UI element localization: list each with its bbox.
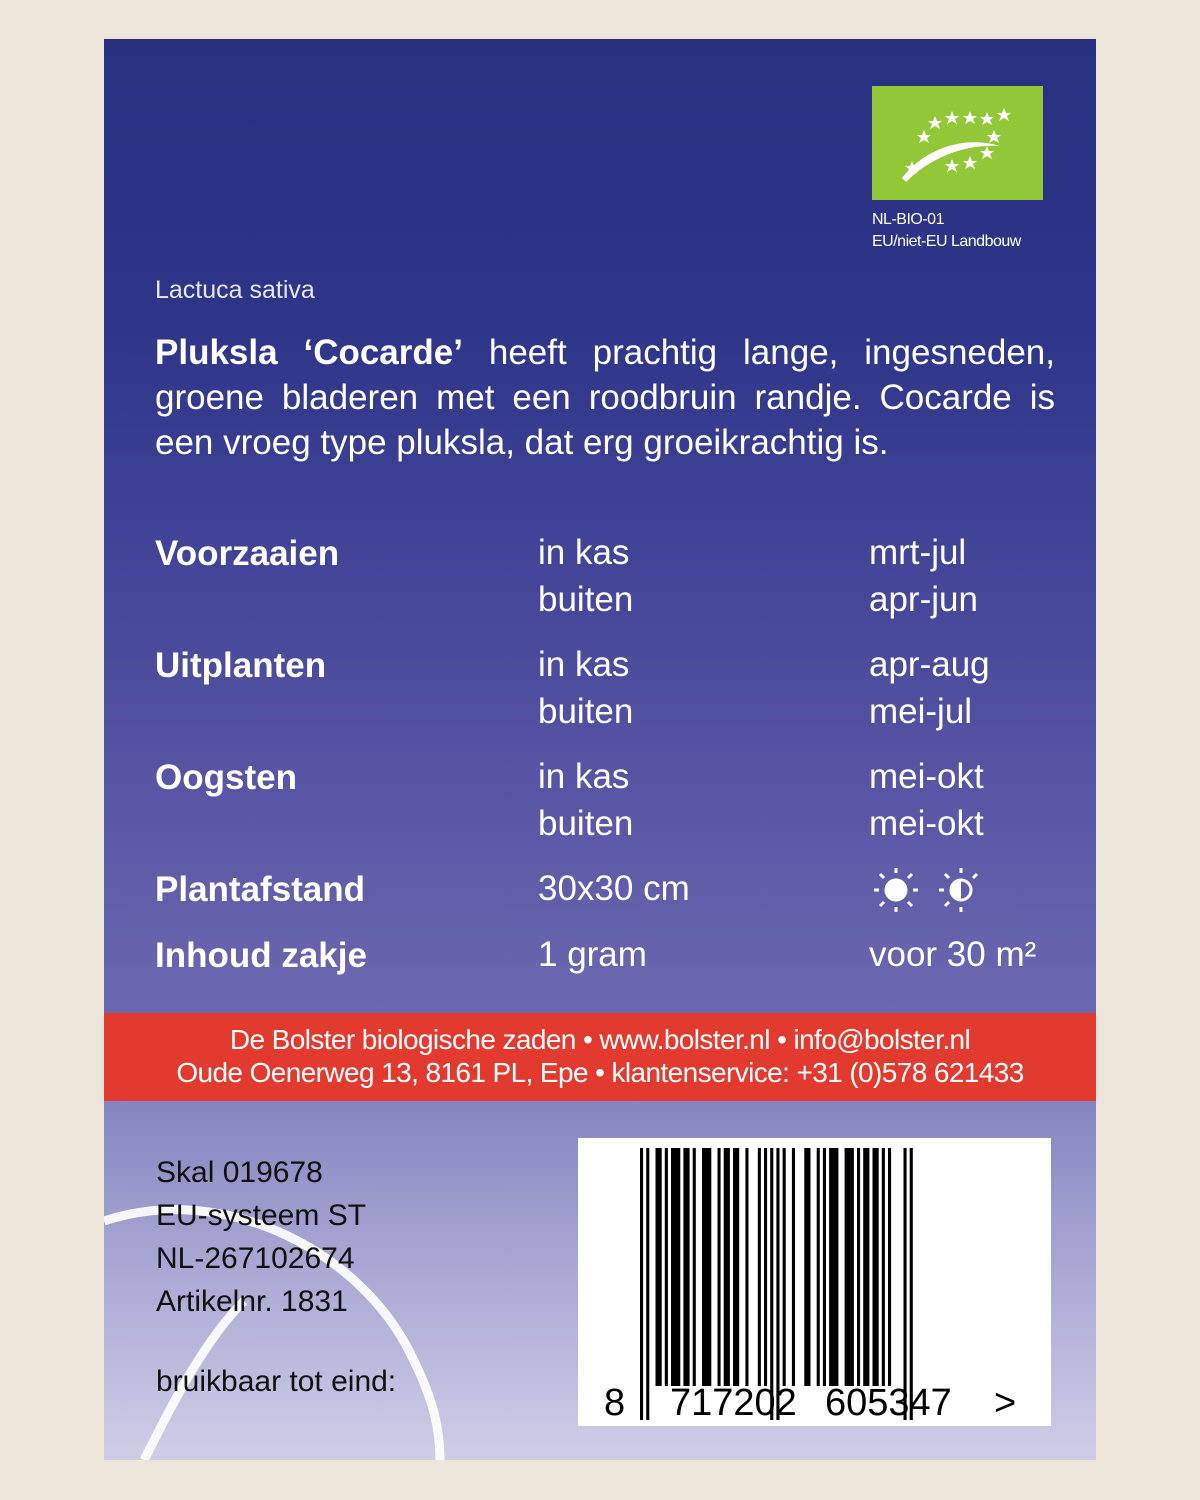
barcode — [578, 1138, 1051, 1426]
half-shade-icon — [939, 868, 977, 912]
light-icons — [869, 865, 999, 925]
barcode-bar — [724, 1148, 730, 1386]
content-label: Inhoud zakje — [155, 936, 367, 975]
barcode-bar — [646, 1148, 649, 1420]
barcode-bar — [857, 1148, 860, 1386]
schedule-period: mrt-jul — [869, 533, 967, 572]
schedule-voorzaaien — [155, 529, 1055, 619]
schedule-place: in kas — [538, 533, 630, 572]
barcode-bar — [770, 1148, 773, 1420]
registration-line: EU-systeem ST — [156, 1199, 367, 1232]
barcode-bar — [888, 1148, 891, 1386]
barcode-bar — [745, 1148, 748, 1386]
barcode-bar — [671, 1148, 680, 1386]
content-area: voor 30 m² — [869, 935, 1037, 974]
barcode-bar — [758, 1148, 761, 1386]
spacing-row — [155, 865, 1055, 915]
registration-line: NL-267102674 — [156, 1242, 355, 1275]
latin-name: Lactuca sativa — [155, 276, 315, 304]
spacing-value: 30x30 cm — [538, 869, 690, 908]
schedule-period: mei-okt — [869, 804, 984, 843]
schedule-place: buiten — [538, 692, 634, 731]
expiry-label: bruikbaar tot eind: — [156, 1365, 397, 1398]
schedule-period: mei-okt — [869, 757, 984, 796]
certification-code: NL-BIO-01 — [872, 211, 944, 228]
schedule-uitplanten — [155, 641, 1055, 731]
product-name: Pluksla ‘Cocarde’ — [155, 333, 463, 372]
barcode-bar — [792, 1148, 795, 1386]
barcode-bar — [640, 1148, 643, 1420]
content-value: 1 gram — [538, 935, 647, 974]
barcode-bar — [823, 1148, 826, 1386]
schedule-place: buiten — [538, 580, 634, 619]
barcode-bar — [733, 1148, 739, 1386]
certification-origin: EU/niet-EU Landbouw — [872, 233, 1021, 250]
schedule-place: buiten — [538, 804, 634, 843]
barcode-bar — [683, 1148, 689, 1386]
barcode-bar — [656, 1148, 662, 1386]
spacing-label: Plantafstand — [155, 870, 366, 909]
registration-panel — [104, 1101, 1096, 1460]
schedule-label: Uitplanten — [155, 646, 327, 685]
barcode-bar — [783, 1148, 786, 1386]
seed-packet-back — [104, 39, 1096, 1460]
schedule-places — [538, 529, 633, 623]
barcode-bar — [702, 1148, 711, 1386]
company-address: Oude Oenerweg 13, 8161 PL, Epe • klantenservice: +31 (0)578 621433 — [176, 1057, 1024, 1088]
barcode-bar — [776, 1148, 779, 1420]
barcode-left-group: 717202 — [670, 1382, 797, 1424]
barcode-first-digit: 8 — [604, 1382, 626, 1424]
barcode-bar — [764, 1148, 767, 1386]
info-panel — [104, 39, 1096, 1013]
description-text: heeft prachtig lange, ingesneden, groene bladeren met een roodbruin randje. Cocarde is een vroeg type pluksla, dat erg groeikrachtig is. — [155, 333, 1055, 462]
certification-text — [872, 209, 1021, 253]
barcode-bar — [817, 1148, 820, 1386]
company-band — [104, 1013, 1096, 1101]
barcode-bar — [882, 1148, 885, 1386]
schedule-period: apr-jun — [869, 580, 978, 619]
barcode-bars — [578, 1138, 1051, 1426]
company-contact: De Bolster biologische zaden • www.bolster.nl • info@bolster.nl — [229, 1024, 971, 1055]
schedule-period: apr-aug — [869, 645, 990, 684]
schedule-label: Oogsten — [155, 758, 297, 797]
schedule-places — [538, 753, 633, 847]
registration-info — [156, 1151, 366, 1323]
schedule-place: in kas — [538, 757, 630, 796]
schedule-periods — [869, 753, 984, 847]
schedule-places — [538, 641, 633, 735]
barcode-bar — [910, 1148, 913, 1420]
barcode-bar — [873, 1148, 879, 1386]
schedule-periods — [869, 529, 978, 623]
barcode-bar — [845, 1148, 854, 1386]
registration-line: Skal 019678 — [156, 1156, 323, 1189]
schedule-place: in kas — [538, 645, 630, 684]
registration-line: Artikelnr. 1831 — [156, 1285, 348, 1318]
barcode-bar — [904, 1148, 907, 1420]
barcode-marker: > — [994, 1382, 1017, 1424]
schedule-label: Voorzaaien — [155, 534, 340, 573]
barcode-bar — [804, 1148, 810, 1386]
content-row — [155, 931, 1055, 981]
full-sun-icon — [874, 868, 918, 912]
barcode-bar — [693, 1148, 696, 1386]
eu-organic-leaf-icon — [872, 86, 1043, 200]
schedule-period: mei-jul — [869, 692, 973, 731]
product-description — [155, 330, 1055, 465]
barcode-bar — [863, 1148, 869, 1386]
schedule-oogsten — [155, 753, 1055, 843]
barcode-bar — [665, 1148, 668, 1386]
barcode-right-group: 605347 — [825, 1382, 952, 1424]
schedule-periods — [869, 641, 990, 735]
barcode-bar — [718, 1148, 721, 1386]
barcode-bar — [829, 1148, 838, 1386]
